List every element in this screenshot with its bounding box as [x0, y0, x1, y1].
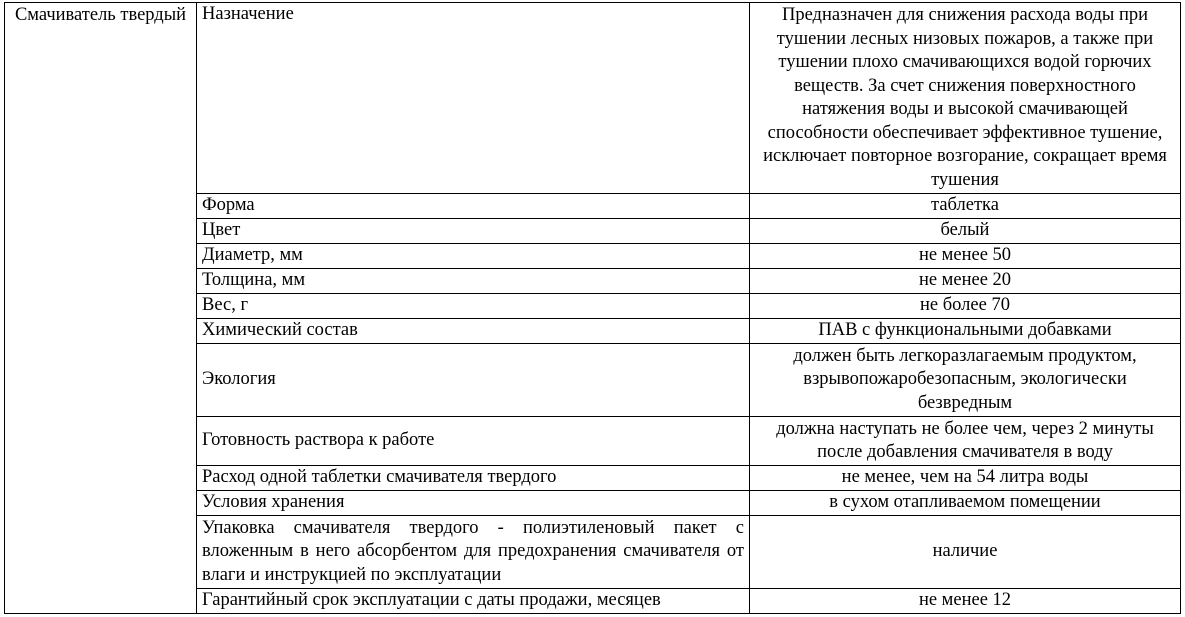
- param-value: Предназначен для снижения расхода воды при тушении лесных низовых пожаров, а также при тушении плохо смачивающихся водой горючих веществ. За счет снижения поверхностного натяжения воды и высокой смачивающей способности обеспечивает эффективное тушение, исключает повторное возгорание, сокращает время тушения: [763, 5, 1167, 190]
- param-label: Упаковка смачивателя твердого - полиэтиленовый пакет с вложенным в него абсорбентом для предохранения смачивателя от влаги и инструкцией по эксплуатации: [202, 517, 744, 585]
- value-cell: [750, 589, 1181, 614]
- value-cell: [750, 294, 1181, 319]
- param-value: не менее 20: [918, 270, 1012, 291]
- param-cell: [197, 319, 750, 344]
- param-label: Вес, г: [202, 295, 249, 316]
- value-cell: [750, 194, 1181, 219]
- param-value: не более 70: [920, 295, 1010, 316]
- param-value: белый: [940, 220, 990, 241]
- param-label: Условия хранения: [202, 492, 345, 513]
- spec-table: [4, 2, 1181, 614]
- value-cell: [750, 516, 1181, 589]
- param-cell: [197, 244, 750, 269]
- param-label: Форма: [202, 195, 255, 216]
- param-cell: [197, 417, 750, 466]
- param-label: Диаметр, мм: [202, 245, 303, 266]
- param-label: Толщина, мм: [202, 270, 306, 291]
- param-label: Готовность раствора к работе: [202, 430, 435, 451]
- param-cell: [197, 516, 750, 589]
- value-cell: [750, 466, 1181, 491]
- param-value: должен быть легкоразлагаемым продуктом, взрывопожаробезопасным, экологически безвредным: [793, 345, 1137, 413]
- table-row: [5, 3, 1181, 194]
- param-cell: [197, 294, 750, 319]
- param-value: в сухом отапливаемом помещении: [829, 492, 1101, 513]
- param-label: Расход одной таблетки смачивателя твердого: [202, 467, 557, 488]
- value-cell: [750, 491, 1181, 516]
- param-value: наличие: [932, 541, 998, 562]
- param-cell: [197, 589, 750, 614]
- param-label: Гарантийный срок эксплуатации с даты продажи, месяцев: [202, 590, 661, 610]
- param-cell: [197, 3, 750, 194]
- param-cell: [197, 269, 750, 294]
- value-cell: [750, 417, 1181, 466]
- value-cell: [750, 3, 1181, 194]
- value-cell: [750, 319, 1181, 344]
- value-cell: [750, 244, 1181, 269]
- param-cell: [197, 491, 750, 516]
- product-name: Смачиватель твердый: [14, 5, 187, 25]
- param-label: Цвет: [202, 220, 241, 241]
- param-cell: [197, 194, 750, 219]
- param-value: должна наступать не более чем, через 2 минуты после добавления смачивателя в воду: [776, 418, 1154, 462]
- param-value: не менее 12: [918, 590, 1012, 610]
- param-cell: [197, 344, 750, 417]
- product-name-cell: [5, 3, 197, 614]
- value-cell: [750, 269, 1181, 294]
- param-value: не менее, чем на 54 литра воды: [841, 467, 1089, 488]
- param-cell: [197, 219, 750, 244]
- value-cell: [750, 344, 1181, 417]
- param-value: ПАВ с функциональными добавками: [818, 320, 1112, 341]
- param-label: Экология: [202, 369, 276, 390]
- param-value: не менее 50: [918, 245, 1012, 266]
- value-cell: [750, 219, 1181, 244]
- param-label: Химический состав: [202, 320, 358, 341]
- param-value: таблетка: [931, 195, 999, 216]
- param-label: Назначение: [202, 4, 294, 24]
- param-cell: [197, 466, 750, 491]
